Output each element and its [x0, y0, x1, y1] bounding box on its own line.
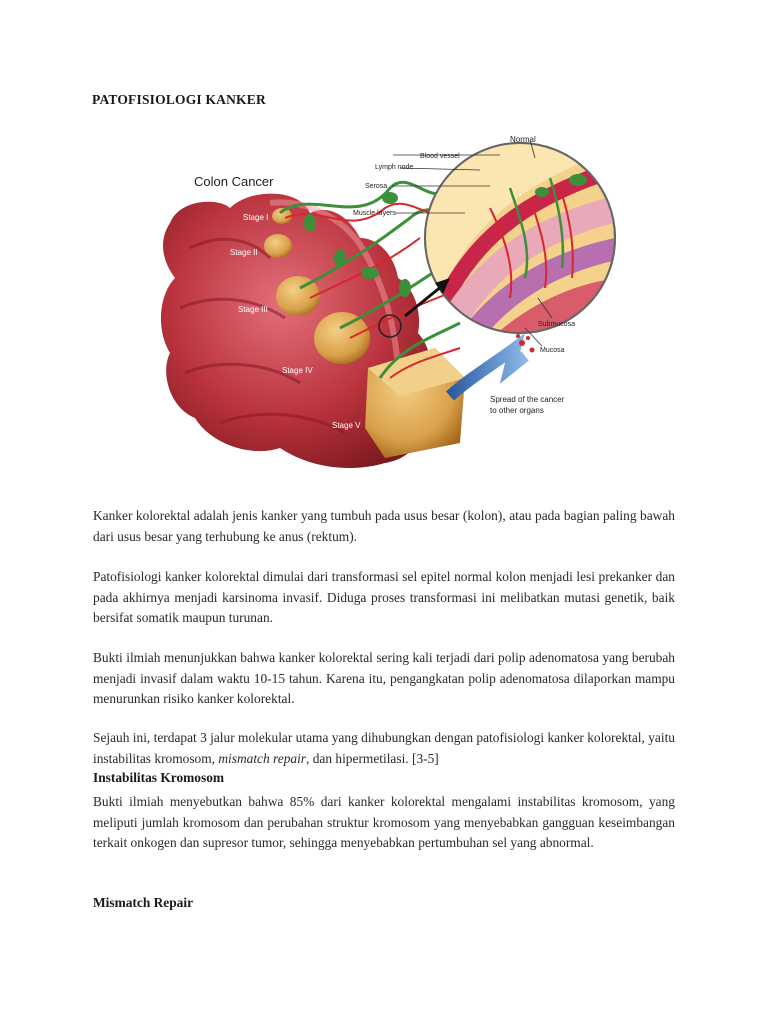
paragraph-1: Kanker kolorektal adalah jenis kanker yang tumbuh pada usus besar (kolon), atau pada bagian paling bawah dari usus besar yang terhubung ke anus (rektum). — [93, 508, 675, 544]
spread-label-line1: Spread of the cancer — [490, 395, 565, 404]
paragraph-2: Patofisiologi kanker kolorektal dimulai dari transformasi sel epitel normal kolon menjadi lesi prekanker dan pada akhirnya menjadi karsinoma invasif. Diduga proses transformasi ini melibatkan mutasi genetik, baik bersifat somatik maupun turunan. — [93, 569, 675, 625]
paragraph-5: Bukti ilmiah menyebutkan bahwa 85% dari kanker kolorektal mengalami instabilitas kromosom, yang meliputi jumlah kromosom dan perubahan struktur kromosom yang menyebabkan gangguan keseimbangan terkait onkogen dan supresor tumor, sehingga menyebabkan pertumbuhan sel yang abnormal. — [93, 794, 675, 850]
tumor-stage-4 — [314, 312, 370, 364]
lymph-node-label: Lymph node — [375, 164, 414, 171]
muscle-layers-label: Muscle layers — [353, 210, 396, 217]
submucosa-label: Submucosa — [538, 321, 575, 328]
stage-5-label: Stage V — [332, 421, 361, 430]
stage-2-label: Stage II — [230, 248, 258, 257]
paragraph-4-text-b: , dan hipermetilasi. [3-5] — [306, 750, 439, 766]
serosa-label: Serosa — [365, 183, 388, 190]
mucosa-label: Mucosa — [540, 347, 565, 354]
normal-label: Normal — [510, 135, 536, 144]
figure-heading: Colon Cancer — [194, 174, 274, 189]
paragraph-4-italic: mismatch repair — [218, 750, 307, 766]
colon-cancer-illustration — [160, 128, 620, 478]
blood-vessel-label: Blood vessel — [420, 153, 460, 160]
paragraph-3: Bukti ilmiah menunjukkan bahwa kanker kolorektal sering kali terjadi dari polip adenomatosa yang berubah menjadi invasif dalam waktu 10-15 tahun. Karena itu, pengangkatan polip adenomatosa dilaporkan mampu menurunkan risiko kanker kolorektal. — [93, 650, 675, 706]
stage-4-label: Stage IV — [282, 366, 313, 375]
paragraph-4 — [93, 728, 675, 769]
paragraph-4-text-a: Sejauh ini, terdapat 3 jalur molekular utama yang dihubungkan dengan patofisiologi kanker kolorektal, yaitu instabilitas kromosom, — [93, 730, 675, 766]
tumor-stage-2 — [264, 234, 292, 258]
stage-1-label: Stage I — [243, 213, 269, 222]
spread-arrow — [450, 334, 535, 396]
stage-3-label: Stage III — [238, 305, 268, 314]
heading-mismatch-repair: Mismatch Repair — [93, 895, 194, 910]
page-title: PATOFISIOLOGI KANKER — [92, 92, 266, 107]
heading-instabilitas-kromosom: Instabilitas Kromosom — [93, 770, 225, 785]
spread-label-line2: to other organs — [490, 406, 544, 415]
